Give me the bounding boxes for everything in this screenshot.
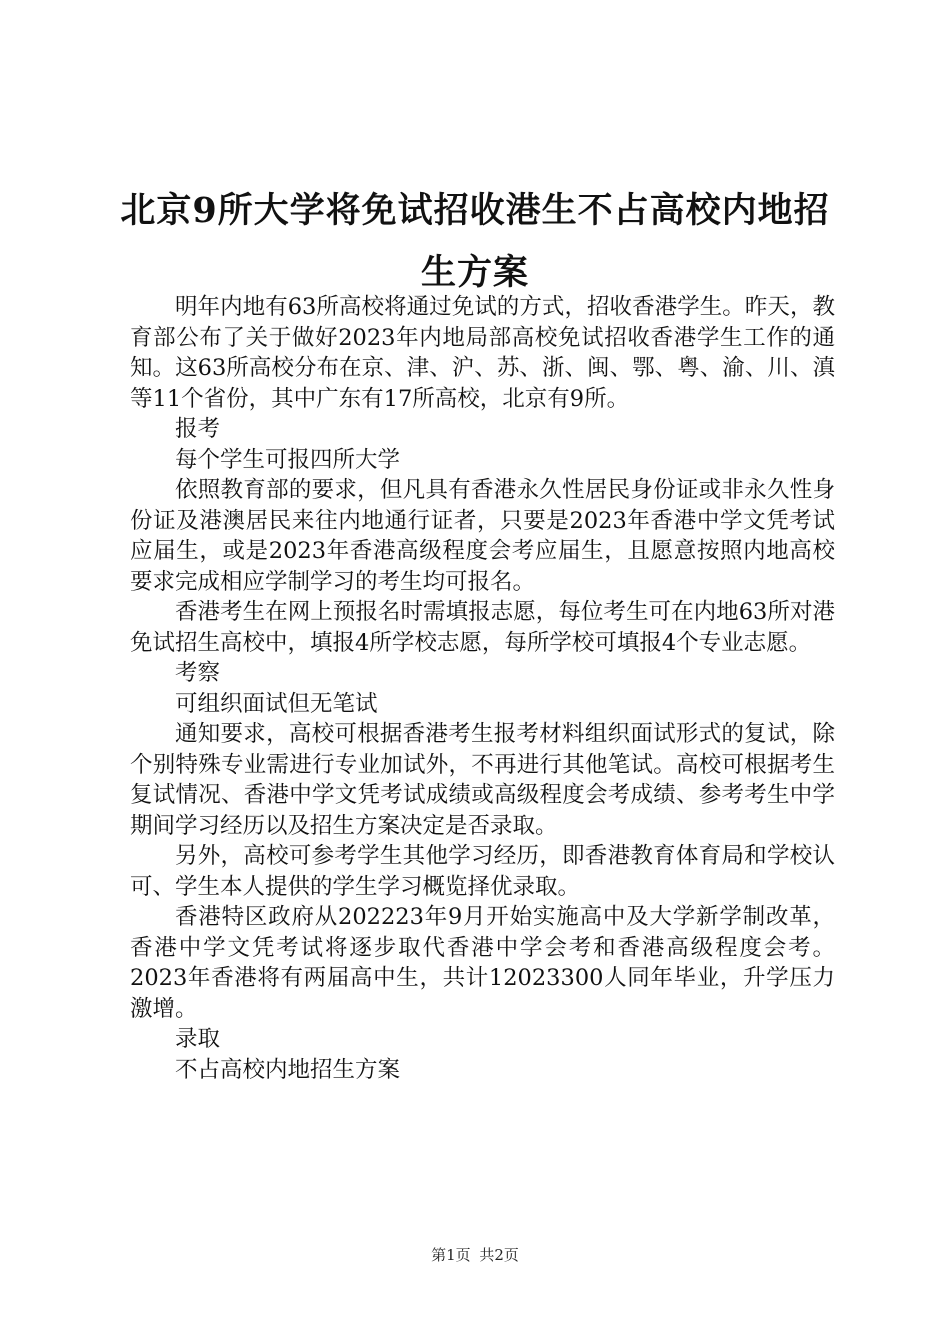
page-footer (0, 1245, 950, 1265)
subheading-interview: 可组织面试但无笔试 (175, 690, 378, 717)
paragraph-reform: 香港特区政府从202223年9月开始实施高中及大学新学制改革，香港中学文凭考试将逐步取代香港中学会考和香港高级程度会考。2023年香港将有两届高中生，共计12023300人同年毕业，升学压力激增。 (130, 904, 835, 1022)
title-line-2: 生方案 (420, 252, 529, 293)
subheading-quota: 不占高校内地招生方案 (175, 1056, 401, 1083)
paragraph-preferences: 香港考生在网上预报名时需填报志愿，每位考生可在内地63所对港免试招生高校中，填报4所学校志愿，每所学校可填报4个专业志愿。 (130, 599, 835, 656)
paragraph-other-experience: 另外，高校可参考学生其他学习经历，即香港教育体育局和学校认可、学生本人提供的学生学习概览择优录取。 (130, 843, 835, 900)
page-number: 第1页 (431, 1246, 471, 1264)
section-heading-assessment: 考察 (175, 660, 221, 686)
subheading-four-universities: 每个学生可报四所大学 (175, 446, 401, 473)
paragraph-interview: 通知要求，高校可根据香港考生报考材料组织面试形式的复试，除个别特殊专业需进行专业加试外，不再进行其他笔试。高校可根据考生复试情况、香港中学文凭考试成绩或高级程度会考成绩、参考考生中学期间学习经历以及招生方案决定是否录取。 (130, 721, 835, 839)
paragraph-eligibility: 依照教育部的要求，但凡具有香港永久性居民身份证或非永久性身份证及港澳居民来往内地通行证者，只要是2023年香港中学文凭考试应届生，或是2023年香港高级程度会考应届生，且愿意按照内地高校要求完成相应学制学习的考生均可报名。 (130, 477, 835, 595)
document-title (110, 180, 840, 304)
page-total: 共2页 (479, 1246, 519, 1264)
section-heading-admission: 录取 (175, 1026, 221, 1052)
document-body (130, 292, 835, 1085)
section-heading-apply: 报考 (175, 416, 221, 442)
title-line-1: 北京9所大学将免试招收港生不占高校内地招 (120, 190, 830, 231)
paragraph-intro: 明年内地有63所高校将通过免试的方式，招收香港学生。昨天，教育部公布了关于做好2023年内地局部高校免试招收香港学生工作的通知。这63所高校分布在京、津、沪、苏、浙、闽、鄂、粤、渝、川、滇等11个省份，其中广东有17所高校，北京有9所。 (130, 294, 835, 412)
